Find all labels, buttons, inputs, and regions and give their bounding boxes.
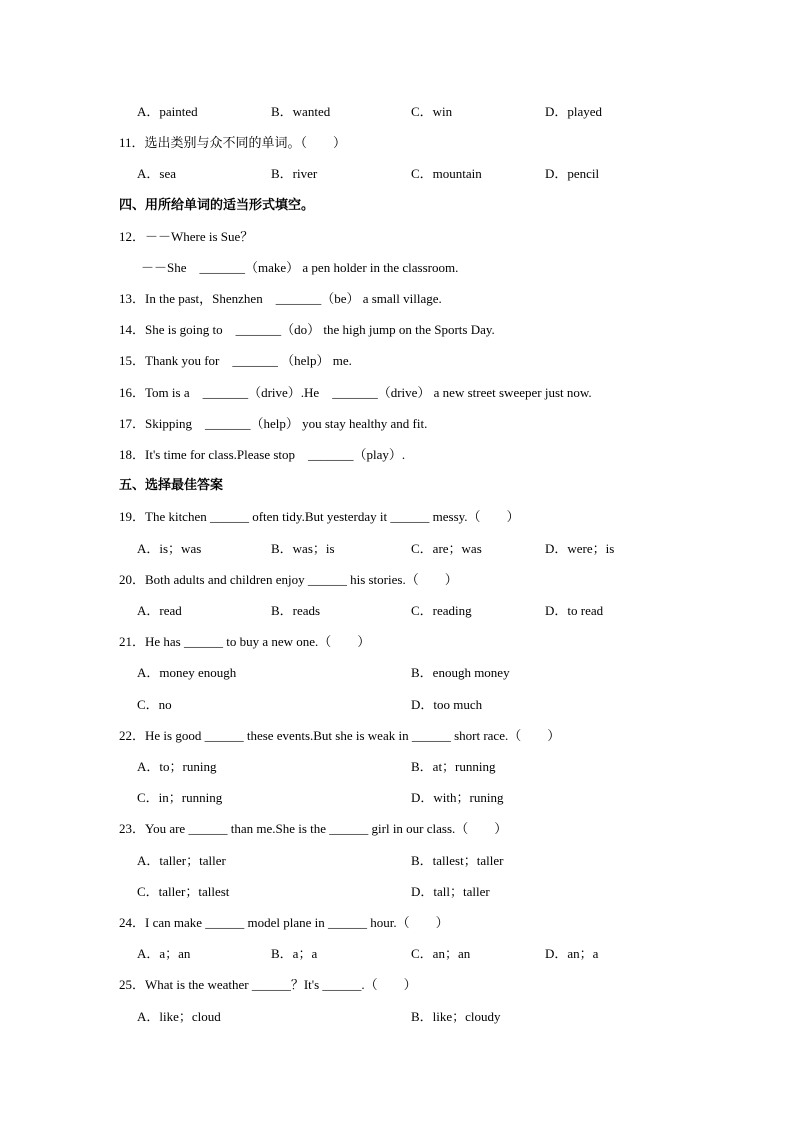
q19-option-b: B．was；is xyxy=(271,541,335,556)
q10-option-b: B．wanted xyxy=(271,104,331,119)
q11-option-c: C．mountain xyxy=(411,166,482,181)
q19-text: 19．The kitchen ______ often tidy.But yesterday it ______ messy.（ ） xyxy=(119,509,520,524)
q19-option-a: A．is；was xyxy=(137,541,202,556)
q17-text: 17．Skipping _______（help） you stay healthy and fit. xyxy=(119,416,428,431)
q21-option-b: B．enough money xyxy=(411,665,510,680)
q19-option-d: D．were；is xyxy=(545,541,615,556)
q23-option-a: A．taller；taller xyxy=(137,853,226,868)
q22-option-d: D．with；runing xyxy=(411,790,504,805)
q23-text: 23．You are ______ than me.She is the ______ girl in our class.（ ） xyxy=(119,821,508,836)
q20-option-b: B．reads xyxy=(271,603,321,618)
q20-option-c: C．reading xyxy=(411,603,472,618)
q12-answer: －－She _______（make） a pen holder in the classroom. xyxy=(141,260,459,275)
q20-text: 20．Both adults and children enjoy ______ his stories.（ ） xyxy=(119,572,458,587)
q23-option-b: B．tallest；taller xyxy=(411,853,504,868)
q22-text: 22．He is good ______ these events.But she is weak in ______ short race.（ ） xyxy=(119,728,561,743)
q21-option-c: C．no xyxy=(137,697,172,712)
q24-option-d: D．an；a xyxy=(545,946,599,961)
q19-option-c: C．are；was xyxy=(411,541,482,556)
q11-option-b: B．river xyxy=(271,166,318,181)
q10-option-a: A．painted xyxy=(137,104,198,119)
section5-heading: 五、选择最佳答案 xyxy=(119,478,224,493)
q21-option-d: D．too much xyxy=(411,697,483,712)
section4-heading: 四、用所给单词的适当形式填空。 xyxy=(119,198,315,213)
q10-option-c: C．win xyxy=(411,104,453,119)
q22-option-b: B．at；running xyxy=(411,759,496,774)
q24-option-a: A．a；an xyxy=(137,946,191,961)
q10-option-d: D．played xyxy=(545,104,603,119)
q24-option-c: C．an；an xyxy=(411,946,471,961)
q13-text: 13．In the past，Shenzhen _______（be） a small village. xyxy=(119,291,442,306)
q25-option-a: A．like；cloud xyxy=(137,1009,221,1024)
q14-text: 14．She is going to _______（do） the high jump on the Sports Day. xyxy=(119,322,495,337)
q18-text: 18．It's time for class.Please stop _______（play）. xyxy=(119,447,406,462)
q21-text: 21．He has ______ to buy a new one.（ ） xyxy=(119,634,371,649)
q22-option-c: C．in；running xyxy=(137,790,223,805)
q24-text: 24．I can make ______ model plane in ______ hour.（ ） xyxy=(119,915,449,930)
q25-text: 25．What is the weather ______？It's ______.（ ） xyxy=(119,977,417,992)
q11-option-d: D．pencil xyxy=(545,166,600,181)
q25-option-b: B．like；cloudy xyxy=(411,1009,501,1024)
q23-option-d: D．tall；taller xyxy=(411,884,490,899)
q23-option-c: C．taller；tallest xyxy=(137,884,230,899)
q20-option-d: D．to read xyxy=(545,603,604,618)
q24-option-b: B．a；a xyxy=(271,946,318,961)
q12-question: 12．－－Where is Sue？ xyxy=(119,229,254,244)
q16-text: 16．Tom is a _______（drive）.He _______（drive） a new street sweeper just now. xyxy=(119,385,592,400)
q20-option-a: A．read xyxy=(137,603,182,618)
q22-option-a: A．to；runing xyxy=(137,759,217,774)
q11-option-a: A．sea xyxy=(137,166,176,181)
q15-text: 15．Thank you for _______ （help） me. xyxy=(119,353,352,368)
q21-option-a: A．money enough xyxy=(137,665,237,680)
q11-text: 11．选出类别与众不同的单词。（ ） xyxy=(119,135,347,150)
